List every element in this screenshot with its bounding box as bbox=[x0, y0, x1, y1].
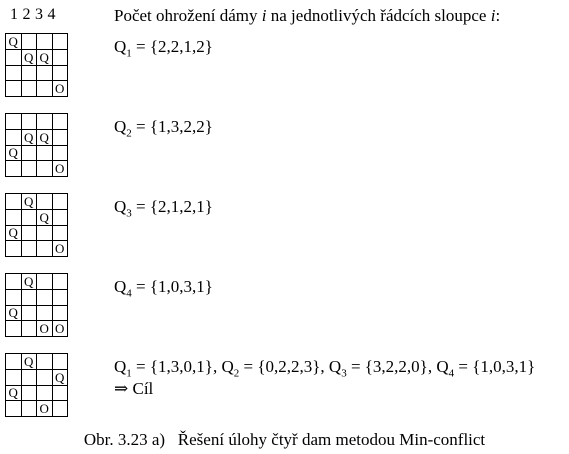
heading-suffix: : bbox=[495, 6, 501, 25]
board-cell bbox=[37, 274, 53, 290]
q-value: = {1,0,3,1} bbox=[454, 357, 536, 376]
q-subscript: 2 bbox=[126, 127, 132, 140]
board-cell bbox=[52, 354, 68, 370]
board-cell bbox=[6, 129, 22, 145]
q-subscript: 1 bbox=[126, 367, 132, 380]
q-value: = {3,2,2,0}, bbox=[346, 357, 437, 376]
threat-line-q4 bbox=[114, 277, 213, 299]
board-cell bbox=[52, 194, 68, 210]
board-cell bbox=[37, 369, 53, 385]
q-subscript: 2 bbox=[233, 367, 240, 380]
q-value: = {1,3,2,2} bbox=[131, 117, 213, 136]
board-cell bbox=[6, 401, 22, 417]
q-value: = {0,2,2,3}, bbox=[239, 357, 329, 376]
board-cell bbox=[37, 145, 53, 161]
figure-caption: Obr. 3.23 a) Řešení úlohy čtyř dam metodou Min-conflict bbox=[83, 430, 486, 449]
heading-var-i: i bbox=[490, 6, 496, 25]
board-cell bbox=[37, 34, 53, 50]
board-cell bbox=[52, 305, 68, 321]
board-cell bbox=[21, 305, 37, 321]
board-step-1 bbox=[5, 33, 68, 97]
board-cell bbox=[37, 354, 53, 370]
board-cell bbox=[21, 401, 37, 417]
board-cell bbox=[37, 81, 53, 97]
board-cell bbox=[37, 225, 53, 241]
board-cell bbox=[6, 369, 22, 385]
board-cell: Q bbox=[37, 209, 53, 225]
board-cell bbox=[6, 209, 22, 225]
q-symbol: Q bbox=[328, 357, 342, 376]
board-cell: O bbox=[52, 81, 68, 97]
heading-middle: na jednotlivých řádcích sloupce bbox=[266, 6, 491, 25]
board-step-5 bbox=[5, 353, 68, 417]
board-cell bbox=[52, 385, 68, 401]
board-cell bbox=[52, 65, 68, 81]
board-cell bbox=[52, 49, 68, 65]
board-cell bbox=[6, 354, 22, 370]
board-cell: Q bbox=[21, 49, 37, 65]
board-cell bbox=[6, 274, 22, 290]
board-cell bbox=[21, 225, 37, 241]
column-number: 4 bbox=[47, 6, 56, 23]
q-symbol: Q bbox=[114, 197, 127, 216]
board-cell: O bbox=[37, 321, 53, 337]
final-threat-line bbox=[114, 357, 535, 379]
board-cell: O bbox=[52, 161, 68, 177]
board-cell bbox=[6, 241, 22, 257]
board-step-4 bbox=[5, 273, 68, 337]
board-cell bbox=[52, 114, 68, 130]
board-cell: Q bbox=[21, 354, 37, 370]
column-number: 1 bbox=[10, 6, 18, 23]
board-cell: O bbox=[52, 241, 68, 257]
q-symbol: Q bbox=[114, 117, 127, 136]
board-cell bbox=[6, 321, 22, 337]
board-cell bbox=[37, 289, 53, 305]
column-number: 3 bbox=[35, 6, 43, 23]
board-cell: Q bbox=[21, 194, 37, 210]
column-numbers bbox=[10, 6, 60, 24]
board-cell bbox=[52, 401, 68, 417]
q-value: = {1,0,3,1} bbox=[131, 277, 213, 296]
q-symbol: Q bbox=[221, 357, 234, 376]
board-cell bbox=[37, 194, 53, 210]
board-cell bbox=[21, 321, 37, 337]
board-cell: Q bbox=[6, 225, 22, 241]
board-cell bbox=[21, 34, 37, 50]
q-subscript: 1 bbox=[126, 47, 132, 60]
q-subscript: 3 bbox=[341, 367, 347, 380]
board-cell bbox=[21, 289, 37, 305]
board-cell bbox=[6, 49, 22, 65]
threat-line-q1 bbox=[114, 37, 213, 59]
board-cell bbox=[21, 65, 37, 81]
board-cell bbox=[6, 81, 22, 97]
board-step-2 bbox=[5, 113, 68, 177]
board-cell bbox=[21, 81, 37, 97]
q-symbol: Q bbox=[114, 357, 127, 376]
q-subscript: 4 bbox=[448, 367, 455, 380]
heading-prefix: Počet ohrožení dámy bbox=[114, 6, 262, 25]
board-cell: Q bbox=[37, 49, 53, 65]
q-symbol: Q bbox=[114, 37, 127, 56]
board-cell bbox=[6, 289, 22, 305]
board-cell bbox=[52, 225, 68, 241]
board-cell: O bbox=[37, 401, 53, 417]
board-cell bbox=[37, 114, 53, 130]
board-cell bbox=[6, 65, 22, 81]
board-cell: Q bbox=[6, 34, 22, 50]
column-number: 2 bbox=[22, 6, 31, 23]
board-cell bbox=[52, 34, 68, 50]
board-cell bbox=[21, 241, 37, 257]
board-cell: Q bbox=[21, 274, 37, 290]
board-cell: Q bbox=[6, 305, 22, 321]
threat-line-q2 bbox=[114, 117, 213, 139]
q-value: = {2,2,1,2} bbox=[131, 37, 213, 56]
q-symbol: Q bbox=[436, 357, 449, 376]
board-cell bbox=[37, 385, 53, 401]
board-cell bbox=[37, 161, 53, 177]
board-cell bbox=[6, 194, 22, 210]
board-cell bbox=[21, 369, 37, 385]
q-subscript: 4 bbox=[126, 287, 132, 300]
board-cell: Q bbox=[6, 385, 22, 401]
goal-line: ⇒ Cíl bbox=[114, 379, 154, 398]
board-cell bbox=[37, 305, 53, 321]
board-cell: Q bbox=[21, 129, 37, 145]
board-cell bbox=[21, 161, 37, 177]
board-cell bbox=[21, 209, 37, 225]
threat-line-q3 bbox=[114, 197, 213, 219]
q-value: = {1,3,0,1}, bbox=[131, 357, 222, 376]
board-cell: Q bbox=[37, 129, 53, 145]
board-step-3 bbox=[5, 193, 68, 257]
board-cell bbox=[37, 65, 53, 81]
q-subscript: 3 bbox=[126, 207, 132, 220]
board-cell bbox=[52, 274, 68, 290]
board-cell bbox=[52, 289, 68, 305]
heading bbox=[114, 6, 500, 26]
board-cell bbox=[6, 161, 22, 177]
q-value: = {2,1,2,1} bbox=[131, 197, 213, 216]
board-cell bbox=[21, 145, 37, 161]
board-cell: Q bbox=[52, 369, 68, 385]
board-cell bbox=[6, 114, 22, 130]
board-cell: Q bbox=[6, 145, 22, 161]
q-symbol: Q bbox=[114, 277, 127, 296]
board-cell: O bbox=[52, 321, 68, 337]
board-cell bbox=[52, 145, 68, 161]
board-cell bbox=[21, 114, 37, 130]
board-cell bbox=[52, 209, 68, 225]
board-cell bbox=[52, 129, 68, 145]
board-cell bbox=[37, 241, 53, 257]
board-cell bbox=[21, 385, 37, 401]
heading-var-i: i bbox=[261, 6, 267, 25]
